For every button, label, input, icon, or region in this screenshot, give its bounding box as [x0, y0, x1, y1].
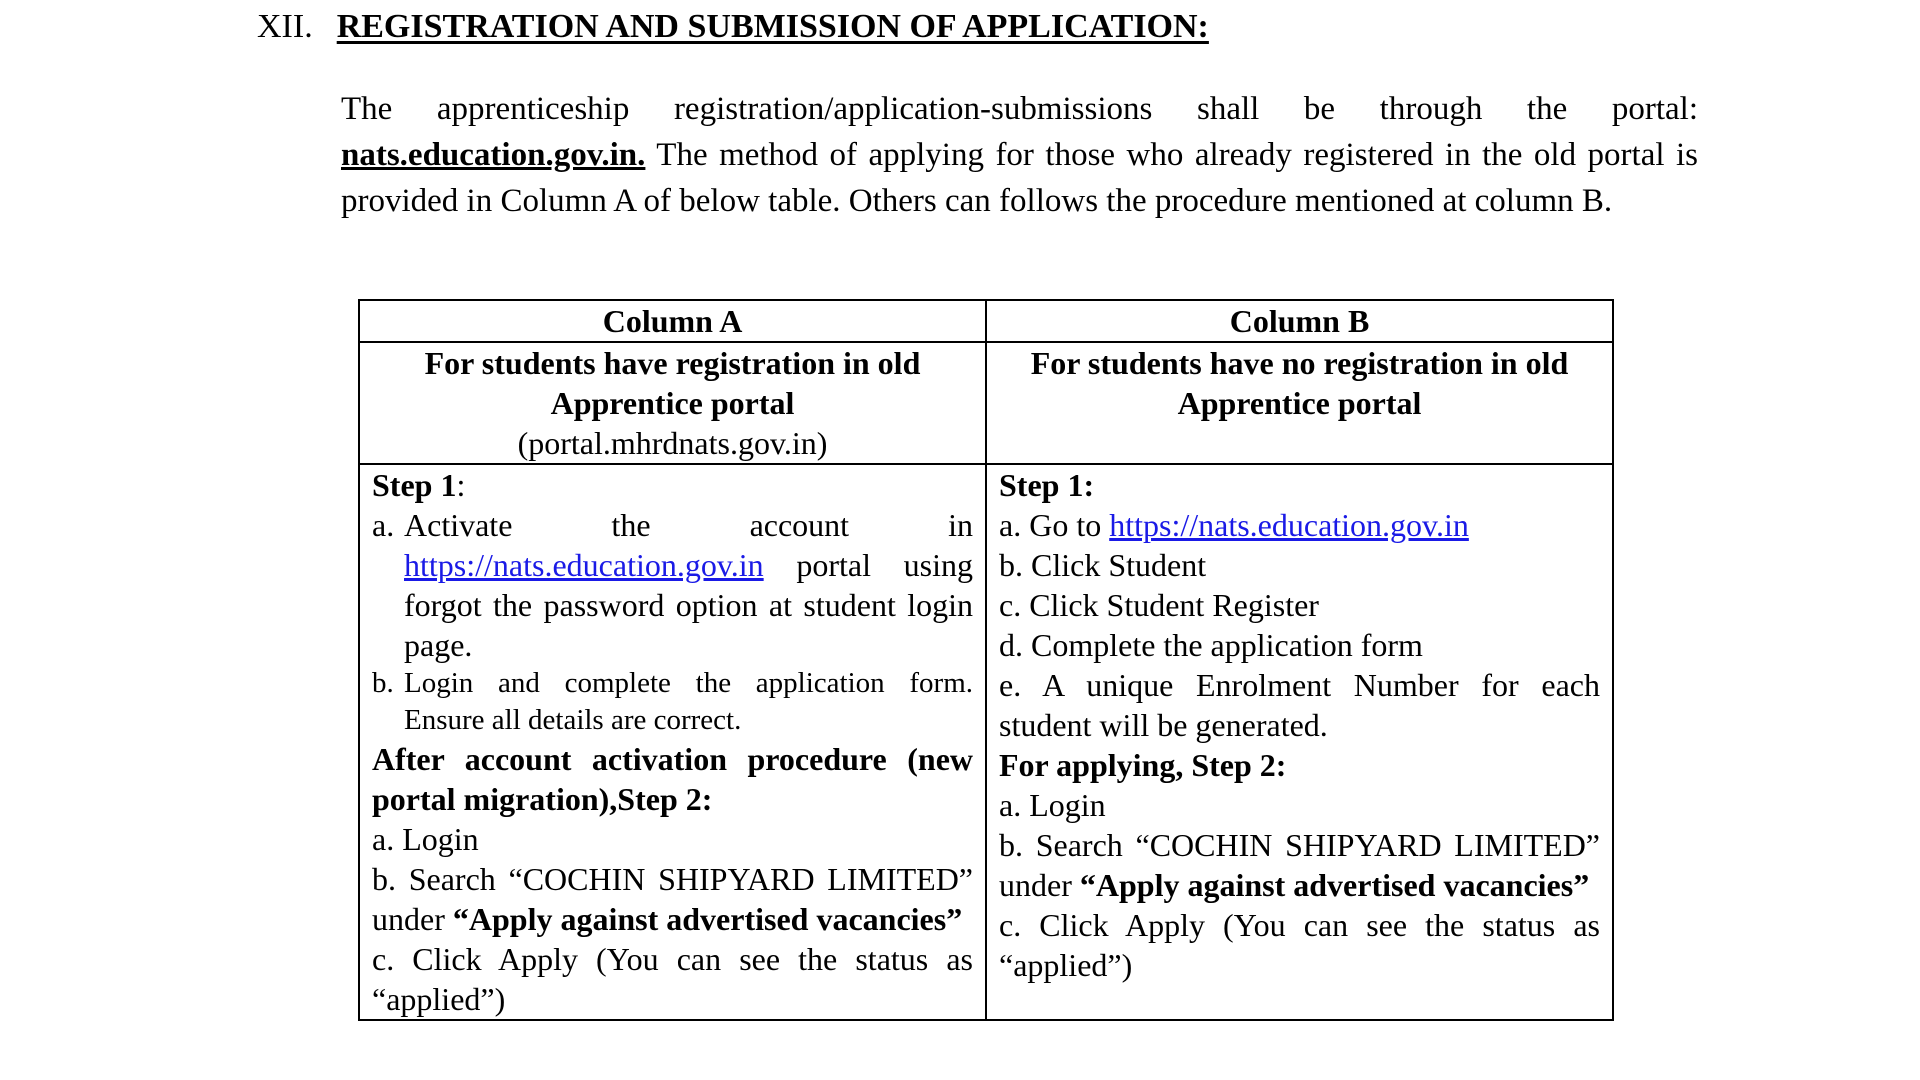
table-steps-row [359, 464, 1613, 1020]
column-a-step2-search: b. Search “COCHIN SHIPYARD LIMITED” under “Apply against advertised vacancies” [372, 861, 973, 937]
section-heading [257, 8, 1209, 46]
column-b-heading: Column B [986, 300, 1613, 342]
intro-text-1: The apprenticeship registration/application-submissions shall be through the portal: [341, 91, 1698, 127]
column-a-heading: Column A [359, 300, 986, 342]
column-a-old-portal-note: (portal.mhrdnats.gov.in) [517, 425, 828, 461]
section-number: XII. [257, 8, 313, 45]
column-a-step2-heading: After account activation procedure (new portal migration),Step 2: [372, 741, 973, 817]
intro-paragraph [341, 86, 1698, 224]
column-a-steps [359, 464, 986, 1020]
column-b-steps [986, 464, 1613, 1020]
column-b-step2-apply: c. Click Apply (You can see the status as “applied”) [999, 907, 1600, 983]
section-title: REGISTRATION AND SUBMISSION OF APPLICATION: [336, 8, 1209, 45]
column-b-item-d: d. Complete the application form [999, 627, 1423, 663]
column-b-step2-login: a. Login [999, 787, 1106, 823]
column-a-step1: Step 1: [372, 467, 466, 503]
intro-text-2: The method of applying for those who already registered in the old portal is provided in Column A of below table. Others can follows the procedure mentioned at column B. [341, 137, 1698, 219]
procedure-table [358, 299, 1614, 1021]
column-b-subheading-text: For students have no registration in old Apprentice portal [1030, 345, 1569, 421]
table-header-row [359, 300, 1613, 342]
column-b-subheading [986, 342, 1613, 464]
column-b-item-c: c. Click Student Register [999, 587, 1319, 623]
column-a-item-b: b. Login and complete the application form. Ensure all details are correct. [372, 667, 973, 736]
column-a-subheading-text: For students have registration in old Apprentice portal [424, 345, 921, 421]
column-a-step2-apply: c. Click Apply (You can see the status as “applied”) [372, 941, 973, 1017]
column-a-step2-login: a. Login [372, 821, 479, 857]
nats-portal-link[interactable]: https://nats.education.gov.in [404, 547, 764, 583]
column-b-step1: Step 1: [999, 467, 1095, 503]
column-a-subheading [359, 342, 986, 464]
column-a-item-a: a. Activate the account in https://nats.education.gov.in portal using forgot the password option at student login page. [372, 507, 974, 663]
column-b-item-a: a. Go to https://nats.education.gov.in [999, 507, 1469, 543]
column-b-item-e: e. A unique Enrolment Number for each student will be generated. [999, 667, 1600, 743]
nats-portal-link-b[interactable]: https://nats.education.gov.in [1109, 507, 1469, 543]
column-b-item-b: b. Click Student [999, 547, 1207, 583]
column-b-step2-heading: For applying, Step 2: [999, 747, 1287, 783]
portal-name: nats.education.gov.in. [341, 137, 646, 173]
table-subheader-row [359, 342, 1613, 464]
column-b-step2-search: b. Search “COCHIN SHIPYARD LIMITED” under “Apply against advertised vacancies” [999, 827, 1600, 903]
